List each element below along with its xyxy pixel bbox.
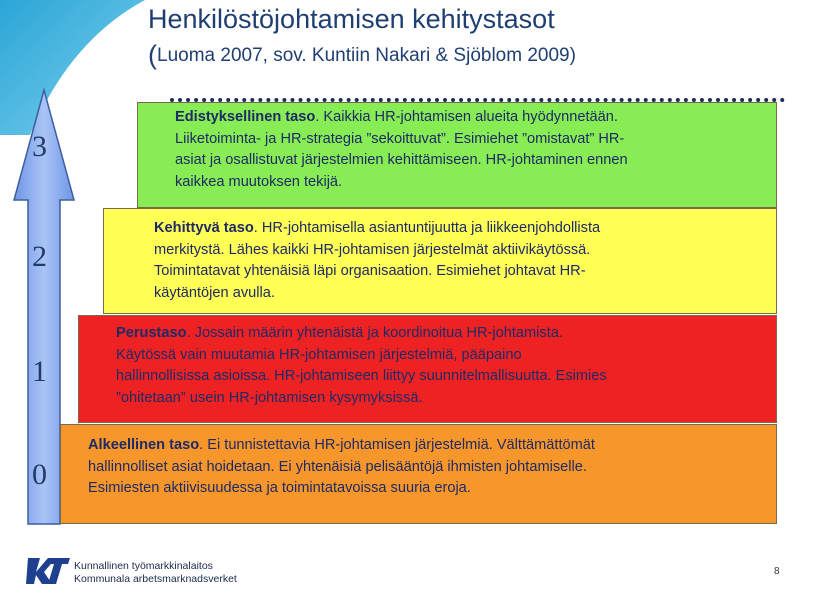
level-1-line-1: Perustaso. Jossain määrin yhtenäistä ja koordinoitua HR-johtamista. (116, 325, 563, 341)
level-3-name: Edistyksellinen taso (175, 109, 316, 125)
level-2-line-3: Toimintatavat yhtenäisiä läpi organisaation. Esimiehet johtavat HR- (154, 263, 586, 279)
org-name-sv: Kommunala arbetsmarknadsverket (74, 573, 237, 585)
page-number: 8 (774, 566, 780, 577)
level-0-box (60, 424, 777, 524)
level-1-line-4: ”ohitetaan” usein HR-johtamisen kysymyksissä. (116, 389, 423, 406)
level-2-box (103, 208, 777, 314)
level-0-line-1: Alkeellinen taso. Ei tunnistettavia HR-johtamisen järjestelmiä. Välttämättömät (88, 437, 595, 453)
level-number-3: 3 (32, 130, 47, 163)
slide-title: Henkilöstöjohtamisen kehitystasot (148, 4, 555, 34)
level-2-name: Kehittyvä taso (154, 220, 254, 236)
level-1-line-2: Käytössä vain muutamia HR-johtamisen järjestelmiä, pääpaino (116, 346, 522, 363)
subtitle-text: Luoma 2007, sov. Kuntiin Nakari & Sjöblom 2009) (157, 45, 576, 66)
level-3-line-1: Edistyksellinen taso. Kaikkia HR-johtamisen alueita hyödynnetään. (175, 109, 618, 125)
level-1-name: Perustaso (116, 325, 187, 341)
level-1-box (78, 315, 777, 423)
level-1-line-3: hallinnollisissa asioissa. HR-johtamiseen liittyy suunnitelmallisuutta. Esimies (116, 368, 607, 384)
level-number-2: 2 (32, 240, 47, 273)
level-number-1: 1 (32, 355, 47, 388)
kt-logo-icon (26, 556, 70, 586)
level-0-line-2: hallinnolliset asiat hoidetaan. Ei yhtenäisiä pelisääntöjä ihmisten johtamiselle. (88, 458, 587, 475)
level-2-line-4: käytäntöjen avulla. (154, 284, 275, 301)
level-3-line-3: asiat ja osallistuvat järjestelmien kehittämiseen. HR-johtaminen ennen (175, 152, 628, 168)
organization-name (74, 560, 237, 586)
slide-subtitle (148, 40, 576, 71)
subtitle-paren: ( (148, 40, 157, 70)
level-0-name: Alkeellinen taso (88, 437, 200, 453)
level-3-line-2: Liiketoiminta- ja HR-strategia ”sekoittuvat”. Esimiehet ”omistavat” HR- (175, 130, 625, 147)
level-2-line-1: Kehittyvä taso. HR-johtamisella asiantuntijuutta ja liikkeenjohdollista (154, 220, 601, 236)
level-3-line-4: kaikkea muutoksen tekijä. (175, 173, 343, 190)
level-2-line-2: merkitystä. Lähes kaikki HR-johtamisen järjestelmät aktiivikäytössä. (154, 241, 591, 258)
level-0-line-3: Esimiesten aktiivisuudessa ja toimintatavoissa suuria eroja. (88, 480, 471, 496)
level-3-box (137, 102, 777, 208)
org-name-fi: Kunnallinen työmarkkinalaitos (74, 560, 213, 572)
level-number-0: 0 (32, 458, 47, 491)
